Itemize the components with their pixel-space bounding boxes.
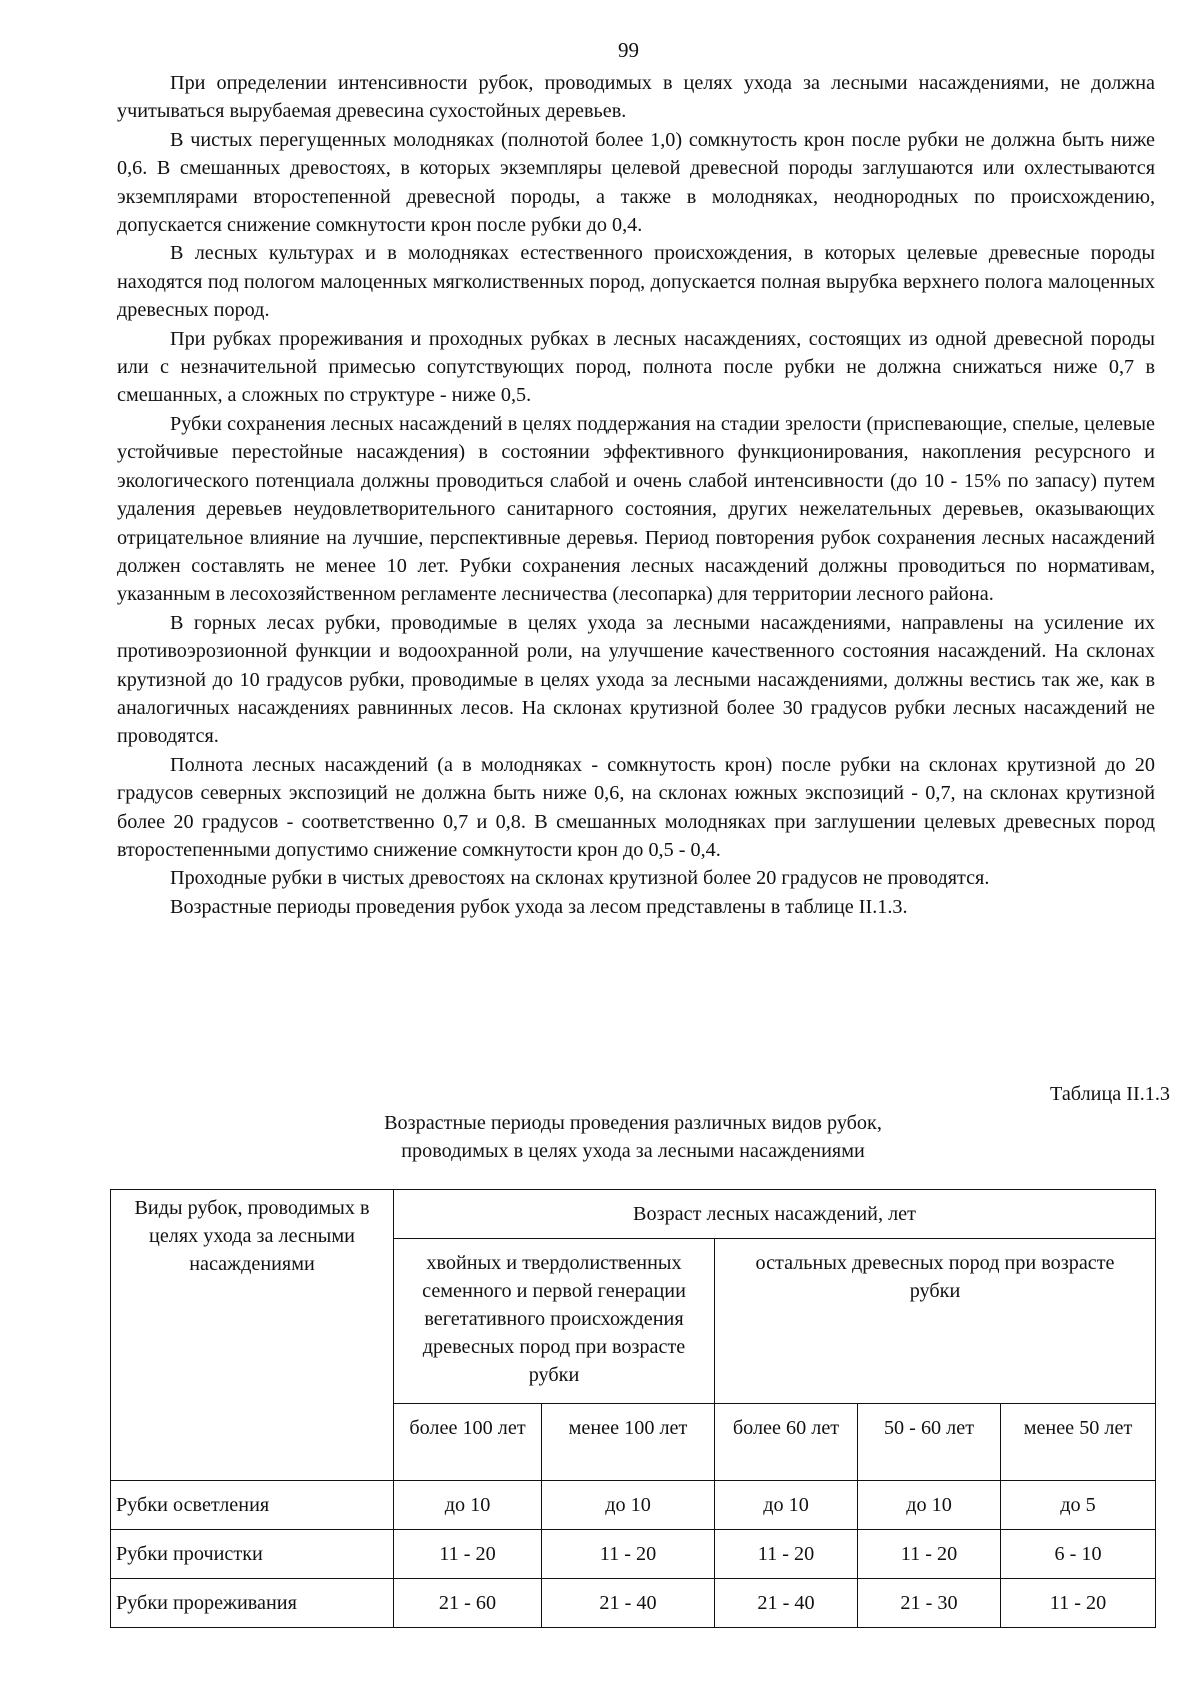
table-cell: до 10 [394, 1481, 542, 1530]
subheader-cell: 50 - 60 лет [858, 1404, 1001, 1481]
table-cell: 21 - 40 [542, 1579, 715, 1628]
table-cell: 11 - 20 [394, 1530, 542, 1579]
table-cell: 11 - 20 [542, 1530, 715, 1579]
table-cell: до 10 [542, 1481, 715, 1530]
age-periods-table [110, 1189, 1156, 1628]
table-cell: 21 - 60 [394, 1579, 542, 1628]
table-row [111, 1579, 1156, 1628]
subheader-cell: более 60 лет [715, 1404, 858, 1481]
subheader-cell: менее 100 лет [542, 1404, 715, 1481]
paragraph: В лесных культурах и в молодняках естественного происхождения, в которых целевые древесные породы находятся под пологом малоценных мягколиственных пород, допускается полная вырубка верхнего полога малоценных древесных пород. [117, 242, 1155, 322]
page-number: 99 [618, 38, 639, 62]
paragraph: Полнота лесных насаждений (а в молодняках - сомкнутость крон) после рубки на склонах крутизной до 20 градусов северных экспозиций не должна быть ниже 0,6, на склонах южных экспозиций - 0,7, на склонах крутизной более 20 градусов - соответственно 0,7 и 0,8. В смешанных молодняках при заглушении целевых древесных пород второстепенными допустимо снижение сомкнутости крон до 0,5 - 0,4. [117, 753, 1155, 861]
table-caption [110, 1109, 1156, 1166]
paragraph: При рубках прореживания и проходных рубках в лесных насаждениях, состоящих из одной древесной породы или с незначительной примесью сопутствующих пород, полнота после рубки не должна снижаться ниже 0,7 в смешанных, а сложных по структуре - ниже 0,5. [117, 327, 1155, 407]
table-cell: 21 - 30 [858, 1579, 1001, 1628]
paragraph: В горных лесах рубки, проводимые в целях ухода за лесными насаждениями, направлены на усиление их противоэрозионной функции и водоохранной роли, на улучшение качественного состояния насаждений. На склонах крутизной до 10 градусов рубки, проводимые в целях ухода за лесными насаждениями, должны вестись так же, как в аналогичных насаждениях равнинных лесов. На склонах крутизной более 30 градусов рубки лесных насаждений не проводятся. [117, 611, 1155, 748]
table-header-row [111, 1190, 1156, 1239]
table-cell: до 10 [715, 1481, 858, 1530]
paragraph: В чистых перегущенных молодняках (полнотой более 1,0) сомкнутость крон после рубки не должна быть ниже 0,6. В смешанных древостоях, в которых экземпляры целевой древесной породы заглушаются или охлестываются экземплярами второстепенной древесной породы, а также в молодняках, неоднородных по происхождению, допускается снижение сомкнутости крон после рубки до 0,4. [117, 128, 1155, 237]
body-text [117, 69, 1155, 921]
table-cell: 11 - 20 [1001, 1579, 1156, 1628]
header-type: Виды рубок, проводимых в целях ухода за лесными насаждениями [111, 1190, 394, 1481]
subheader-cell: более 100 лет [394, 1404, 542, 1481]
paragraph: Возрастные периоды проведения рубок ухода за лесом представлены в таблице II.1.3. [170, 895, 908, 918]
subheader-cell: менее 50 лет [1001, 1404, 1156, 1481]
table-caption-line: Возрастные периоды проведения различных видов рубок, [384, 1112, 882, 1134]
table-label: Таблица II.1.3 [1050, 1083, 1170, 1105]
table-row [111, 1481, 1156, 1530]
row-label: Рубки прочистки [111, 1530, 394, 1579]
row-label: Рубки прореживания [111, 1579, 394, 1628]
header-other: остальных древесных пород при возрасте рубки [715, 1239, 1156, 1404]
table-cell: 21 - 40 [715, 1579, 858, 1628]
table-cell: 6 - 10 [1001, 1530, 1156, 1579]
table-cell: до 10 [858, 1481, 1001, 1530]
header-age: Возраст лесных насаждений, лет [394, 1190, 1156, 1239]
paragraph: При определении интенсивности рубок, проводимых в целях ухода за лесными насаждениями, не должна учитываться вырубаемая древесина сухостойных деревьев. [117, 72, 1155, 123]
paragraph: Проходные рубки в чистых древостоях на склонах крутизной более 20 градусов не проводятся. [170, 867, 990, 890]
table-cell: до 5 [1001, 1481, 1156, 1530]
table-caption-line: проводимых в целях ухода за лесными насаждениями [401, 1140, 865, 1163]
table-cell: 11 - 20 [715, 1530, 858, 1579]
header-conifer: хвойных и твердолиственных семенного и первой генерации вегетативного происхождения древесных пород при возрасте рубки [394, 1239, 715, 1404]
paragraph: Рубки сохранения лесных насаждений в целях поддержания на стадии зрелости (приспевающие, спелые, целевые устойчивые перестойные насаждения) в состоянии эффективного функционирования, накопления ресурсного и экологического потенциала должны проводиться слабой и очень слабой интенсивности (до 10 - 15% по запасу) путем удаления деревьев неудовлетворительного санитарного состояния, других нежелательных деревьев, оказывающих отрицательное влияние на лучшие, перспективные деревья. Период повторения рубок сохранения лесных насаждений должен составлять не менее 10 лет. Рубки сохранения лесных насаждений должны проводиться по нормативам, указанным в лесохозяйственном регламенте лесничества (лесопарка) для территории лесного района. [117, 412, 1155, 606]
table-cell: 11 - 20 [858, 1530, 1001, 1579]
row-label: Рубки осветления [111, 1481, 394, 1530]
table-row [111, 1530, 1156, 1579]
